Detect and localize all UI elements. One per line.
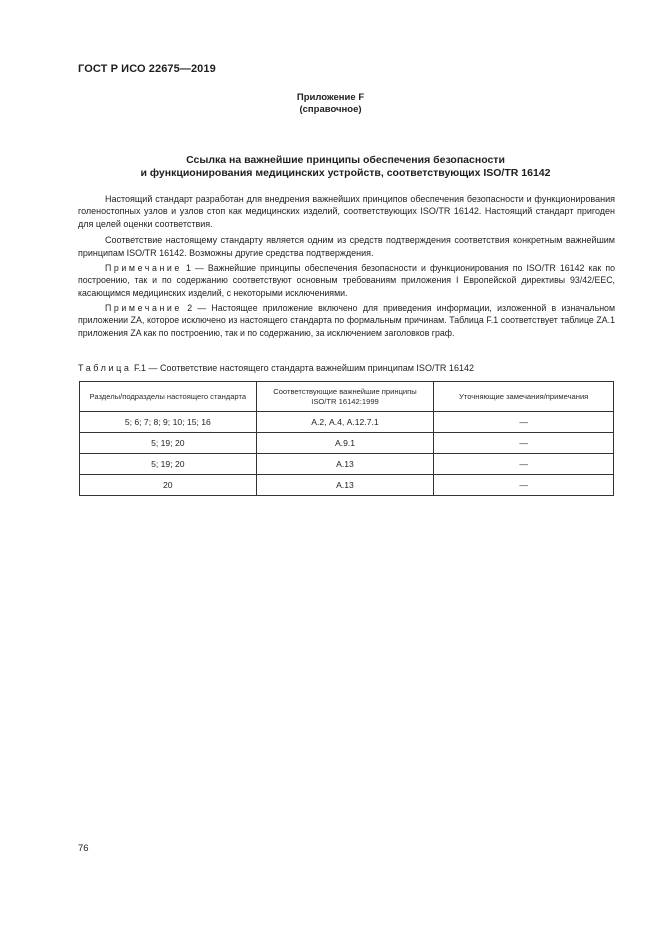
table-cell: А.13: [256, 475, 434, 496]
header-cell-principles: Соответствующие важнейшие принципы ISO/TR 16142:1999: [256, 382, 434, 412]
body-paragraphs: [78, 193, 615, 263]
table-header-row: [80, 382, 614, 412]
header-cell-sections: Разделы/подразделы настоящего стандарта: [80, 382, 257, 412]
table-caption-text: F.1 — Соответствие настоящего стандарта важнейшим принципам ISO/TR 16142: [134, 363, 474, 373]
table-cell: А.9.1: [256, 433, 434, 454]
table-row: [80, 433, 614, 454]
title-line-2: и функционирования медицинских устройств, соответствующих ISO/TR 16142: [140, 167, 551, 179]
table-cell: А.2, А.4, А.12.7.1: [256, 412, 434, 433]
annex-title: Приложение F: [296, 92, 365, 103]
table-row: [80, 454, 614, 475]
correspondence-table: [79, 381, 614, 496]
document-id-header: ГОСТ Р ИСО 22675—2019: [78, 63, 216, 75]
table-cell: 20: [80, 475, 257, 496]
paragraph-2: Соответствие настоящему стандарту является одним из средств подтверждения соответствия конкретным важнейшим принципам ISO/TR 16142. Возможны другие средства подтверждения.: [78, 235, 615, 258]
note-1-label: Примечание: [105, 263, 182, 273]
title-line-1: Ссылка на важнейшие принципы обеспечения безопасности: [186, 154, 505, 166]
note-1-text: 1 — Важнейшие принципы обеспечения безопасности и функционирования по ISO/TR 16142 как по построению, так и по содержанию соответствуют основным требованиям приложения I Европейской директивы 93/42/ЕЕС, касающимся медицинских изделий, с некоторыми исключениями.: [78, 263, 615, 298]
table-cell: —: [434, 433, 614, 454]
annex-subtitle: (справочное): [299, 104, 362, 115]
table-cell: А.13: [256, 454, 434, 475]
table-cell: —: [434, 412, 614, 433]
table-caption-label: Таблица: [78, 363, 132, 373]
note-2-label: Примечание: [105, 303, 182, 313]
annex-heading: [0, 92, 661, 116]
table-cell: 5; 19; 20: [80, 454, 257, 475]
note-2-text: 2 — Настоящее приложение включено для приведения информации, изложенной в изначальном приложении ZA, которое исключено из настоящего стандарта по формальным причинам. Таблица F.1 соответствует таблице ZA.1 приложения ZA как по построению, так и по содержанию, за исключением заголовков граф.: [78, 303, 615, 338]
table-row: [80, 412, 614, 433]
header-cell-remarks: Уточняющие замечания/примечания: [434, 382, 614, 412]
table-cell: —: [434, 454, 614, 475]
note-2: [78, 302, 615, 343]
table-cell: 5; 6; 7; 8; 9; 10; 15; 16: [80, 412, 257, 433]
note-1: [78, 262, 615, 303]
paragraph-1: Настоящий стандарт разработан для внедрения важнейших принципов обеспечения безопасности и функционирования голеностопных узлов и узлов стоп как медицинских изделий, соответствующих ISO/TR 16142. Настоящий стандарт пригоден для целей оценки соответствия.: [78, 194, 615, 229]
table-row: [80, 475, 614, 496]
table-caption: [78, 363, 618, 373]
page-number: 76: [78, 843, 89, 854]
annex-main-title: [70, 154, 621, 180]
table-cell: —: [434, 475, 614, 496]
table-cell: 5; 19; 20: [80, 433, 257, 454]
